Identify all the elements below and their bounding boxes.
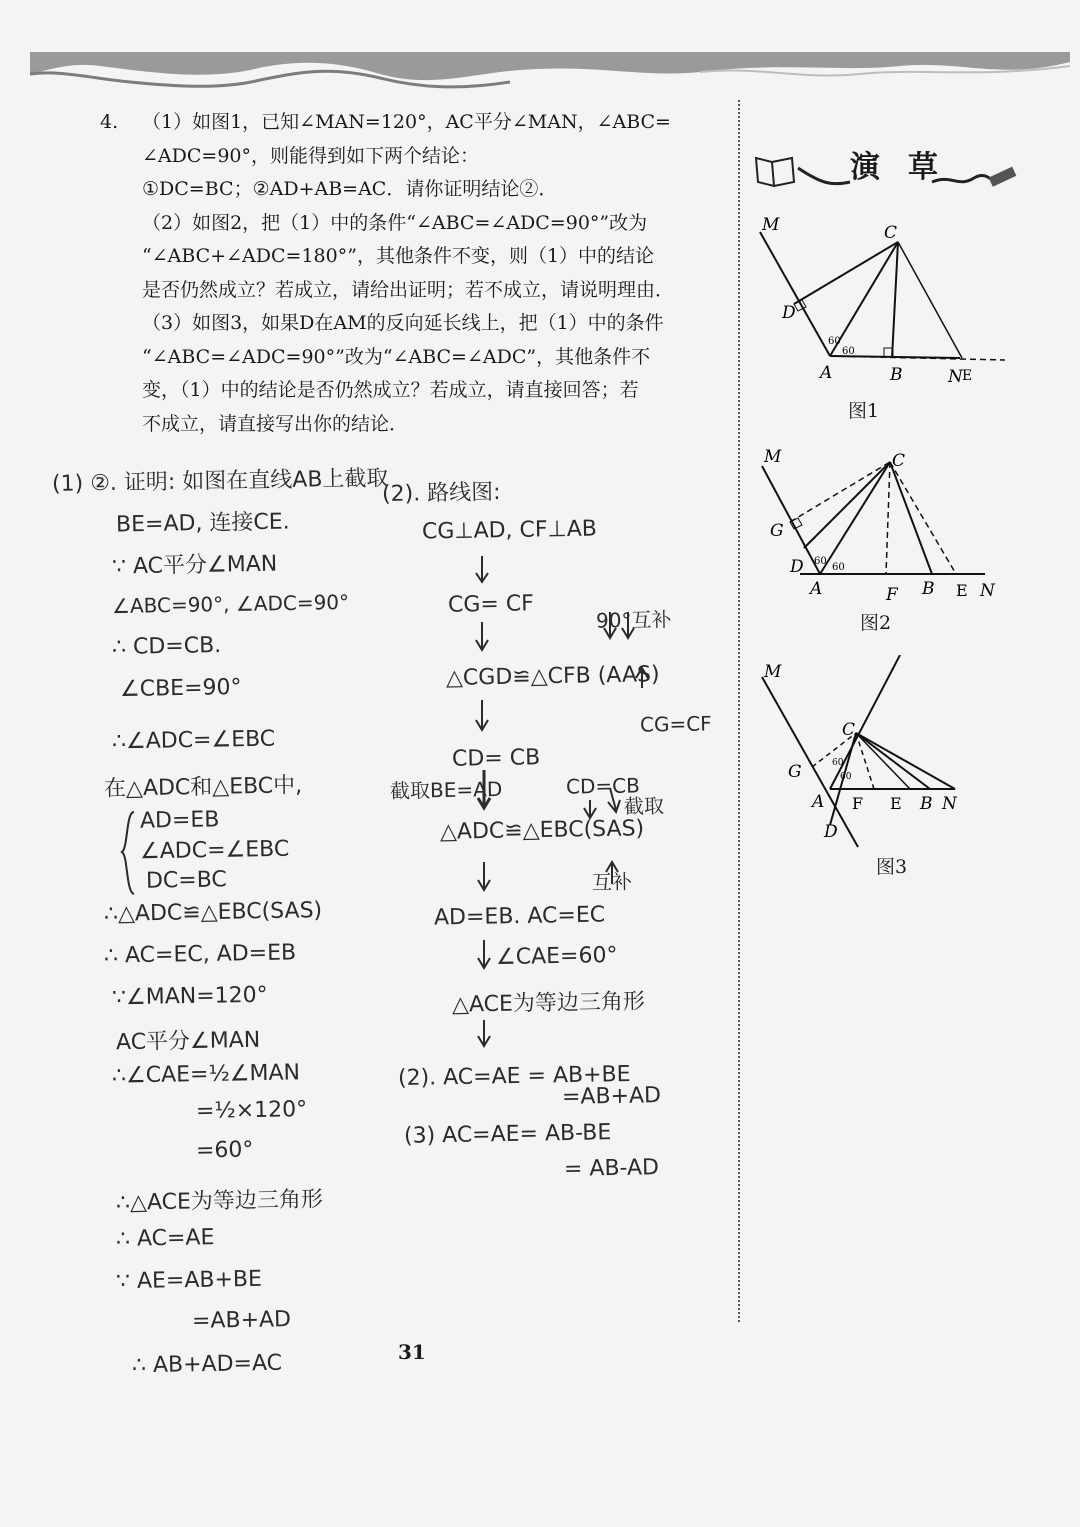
scratch-title: 演草 (850, 150, 966, 185)
svg-text:B: B (920, 794, 933, 814)
hw-left-4: ∴ CD=CB. (111, 633, 222, 660)
hw-right-6: CD= CB (451, 745, 541, 772)
svg-text:A: A (810, 579, 823, 599)
hw-right-3: 90°互补 (595, 607, 672, 633)
hw-right-13: ∠CAE=60° (495, 942, 618, 971)
svg-text:60: 60 (832, 562, 845, 573)
hw-left-11: ∴△ADC≌△EBC(SAS) (103, 898, 323, 927)
svg-text:G: G (770, 521, 784, 541)
svg-text:A: A (812, 792, 825, 812)
column-divider (738, 100, 740, 1322)
hw-right-18: = AB-AD (563, 1155, 660, 1182)
hw-right-14: △ACE为等边三角形 (451, 989, 646, 1018)
problem-statement (100, 106, 730, 441)
problem-line-10: 不成立，请直接写出你的结论． (142, 412, 409, 435)
svg-text:60: 60 (828, 336, 841, 347)
svg-text:60: 60 (840, 772, 852, 782)
scratch-header (752, 138, 1022, 200)
hw-right-17: (3) AC=AE= AB-BE (403, 1120, 612, 1149)
svg-text:M: M (764, 447, 782, 467)
hw-left-19: ∴ AC=AE (115, 1225, 215, 1252)
svg-text:C: C (884, 223, 898, 243)
figure-1 (750, 210, 1020, 390)
figure-2-labels (763, 447, 996, 605)
hw-right-4: △CGD≌△CFB (AAS) (445, 662, 660, 691)
svg-text:N: N (948, 367, 963, 387)
hw-right-8: CD=CB (565, 773, 641, 799)
hw-left-2: ∵ AC平分∠MAN (111, 551, 278, 580)
hw-right-10: △ADC≌△EBC(SAS) (439, 816, 645, 845)
problem-line-9: 变，（1）中的结论是否仍然成立？若成立，请直接回答；若 (142, 379, 639, 401)
figure-3 (750, 655, 1020, 855)
hw-left-22: ∴ AB+AD=AC (131, 1350, 283, 1379)
hw-left-9: ∠ADC=∠EBC (139, 836, 290, 865)
hw-left-14: AC平分∠MAN (115, 1027, 261, 1056)
hw-left-20: ∵ AE=AB+BE (115, 1266, 263, 1295)
hw-right-1: CG⊥AD, CF⊥AB (421, 516, 598, 545)
svg-text:F: F (852, 794, 864, 813)
hw-right-16: =AB+AD (561, 1083, 662, 1110)
hw-left-18: ∴△ACE为等边三角形 (115, 1187, 324, 1216)
svg-text:C: C (842, 720, 856, 740)
hw-left-17: =60° (195, 1137, 254, 1164)
hw-right-0: (2). 路线图: (381, 479, 501, 508)
header-wave-band (0, 0, 1080, 110)
page-number: 31 (398, 1340, 426, 1364)
svg-text:M: M (764, 662, 782, 682)
hw-left-16: =½×120° (195, 1097, 308, 1124)
problem-line-8: “∠ABC=∠ADC=90°”改为“∠ABC=∠ADC”，其他条件不 (142, 345, 651, 368)
svg-text:60: 60 (814, 556, 827, 567)
hw-left-0: (1) ②. 证明: 如图在直线AB上截取 (51, 466, 389, 497)
hw-left-7: 在△ADC和△EBC中, (103, 773, 303, 802)
svg-text:F: F (886, 585, 898, 605)
figure-1-caption: 图1 (848, 400, 880, 422)
problem-line-1: 4. （1）如图1，已知∠MAN=120°，AC平分∠MAN，∠ABC= (100, 106, 730, 140)
problem-number: 4. (100, 111, 119, 133)
hw-right-12: AD=EB. AC=EC (433, 902, 606, 931)
svg-text:E: E (890, 794, 902, 813)
svg-text:B: B (890, 365, 903, 385)
hw-right-2: CG= CF (447, 591, 535, 618)
svg-text:C: C (892, 451, 906, 471)
svg-text:N: N (980, 581, 995, 601)
hw-left-13: ∵∠MAN=120° (111, 982, 268, 1011)
svg-text:E: E (956, 581, 968, 600)
hw-right-11: 互补 (591, 869, 633, 895)
figure-3-labels (763, 662, 958, 842)
svg-text:N: N (942, 794, 957, 814)
svg-text:B: B (922, 579, 935, 599)
problem-line-6: 是否仍然成立？若成立，请给出证明；若不成立，请说明理由． (142, 278, 675, 301)
hw-brace (118, 808, 138, 898)
problem-line-7: （3）如图3，如果D在AM的反向延长线上，把（1）中的条件 (142, 312, 664, 334)
hw-left-10: DC=BC (145, 867, 228, 894)
svg-text:D: D (790, 557, 804, 577)
hw-right-15: (2). AC=AE = AB+BE (397, 1061, 631, 1092)
svg-text:M: M (762, 215, 780, 235)
svg-text:60: 60 (832, 758, 844, 768)
problem-line-5: “∠ABC+∠ADC=180°”，其他条件不变，则（1）中的结论 (142, 245, 655, 267)
hw-left-5: ∠CBE=90° (119, 674, 242, 703)
problem-line-3: ①DC=BC；②AD+AB=AC．请你证明结论②． (142, 178, 558, 200)
hw-left-1: BE=AD, 连接CE. (115, 509, 290, 538)
hw-right-9: 截取 (623, 793, 665, 819)
figure-2-caption: 图2 (860, 612, 892, 634)
hw-right-5: CG=CF (639, 711, 712, 737)
hw-left-6: ∴∠ADC=∠EBC (111, 726, 276, 755)
route-arrows (380, 540, 700, 1060)
hw-left-15: ∴∠CAE=½∠MAN (111, 1060, 301, 1089)
figure-2 (750, 440, 1020, 610)
svg-text:D: D (782, 303, 796, 323)
svg-text:E: E (962, 368, 973, 384)
hw-right-7: 截取BE=AD (389, 777, 503, 803)
svg-text:G: G (788, 762, 802, 782)
problem-line-2: ∠ADC=90°，则能得到如下两个结论： (142, 144, 480, 167)
svg-text:A: A (820, 363, 833, 383)
svg-text:D: D (824, 822, 838, 842)
svg-text:60: 60 (842, 346, 855, 357)
hw-left-3: ∠ABC=90°, ∠ADC=90° (111, 589, 350, 619)
hw-left-21: =AB+AD (191, 1307, 292, 1334)
problem-line-4: （2）如图2，把（1）中的条件“∠ABC=∠ADC=90°”改为 (142, 211, 648, 234)
hw-left-8: AD=EB (139, 807, 220, 834)
hw-left-12: ∴ AC=EC, AD=EB (103, 940, 297, 969)
figure-1-labels (761, 215, 972, 387)
figure-3-caption: 图3 (876, 856, 908, 878)
